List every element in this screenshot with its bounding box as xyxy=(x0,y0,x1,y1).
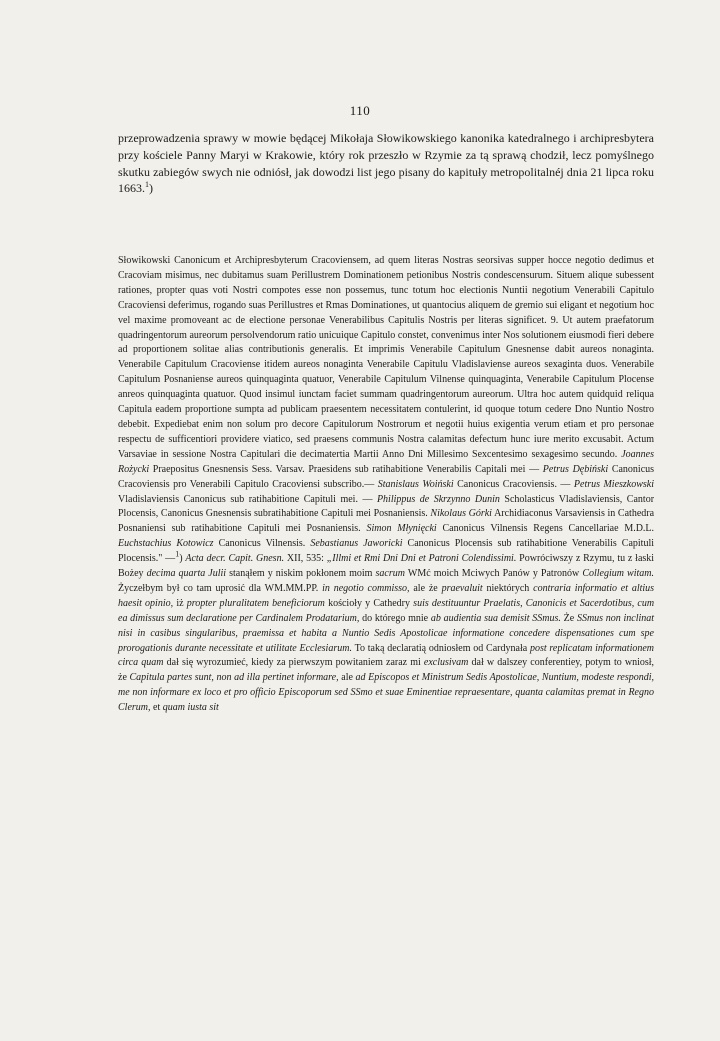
footnote-text-15: WMć moich Mciwych Panów y Patronów xyxy=(407,568,580,580)
latin-quote: quam iusta sit xyxy=(162,702,219,714)
footnote-text-2: Praepositus Gnesnensis Sess. Varsav. Praesidens sub ratihabitione Venerabilis Capitali mei — xyxy=(152,463,540,475)
page-number: 110 xyxy=(349,103,371,118)
footnote-text-17: ale że xyxy=(413,582,438,594)
signer-name: Petrus Dębiński xyxy=(542,463,609,475)
signer-name: Stanislaus Woiński xyxy=(377,478,454,490)
latin-quote: „Illmi et Rmi Dni Dni et Patroni Colendissimi. xyxy=(326,553,517,565)
footnote-text-23: To taką declaratią odniosłem od Cardynała xyxy=(354,642,528,654)
footnote-text-27: et xyxy=(153,702,161,714)
footnote-text-10: Canonicus Plocensis sub ratihabitione Venerabilis Capituli Plocensis." — xyxy=(118,538,655,565)
latin-quote: Capitula partes sunt, non ad illa pertinet informare, xyxy=(129,672,339,684)
footnote-text-7: Archidiaconus Varsaviensis in Cathedra Posnaniensi sub ratihabitione Capituli mei Posnaniensis. xyxy=(118,508,655,535)
footnote-reference: 1 xyxy=(145,180,149,190)
footnote-text-6: Scholasticus Vladislaviensis, Cantor Plocensis, Canonicus Gnesnensis subratihabitione Capituli mei Posnaniensis. xyxy=(118,493,655,520)
latin-quote: sacrum xyxy=(375,568,405,580)
source-reference: Acta decr. Capit. Gnesn. xyxy=(185,553,285,565)
signer-name: Petrus Mieszkowski xyxy=(573,478,655,490)
footnote-text-5: Vladislaviensis Canonicus sub ratihabitione Capituli mei. — xyxy=(118,493,373,505)
footnote-block xyxy=(118,254,654,716)
latin-quote: suis destituuntur Praelatis, Canonicis et Sacerdotibus, cum ea dimissus sum declaratione per Cardinalem Prodatarium, xyxy=(118,597,655,624)
latin-quote: exclusivam xyxy=(423,657,469,669)
footnote-text-14: stanąłem y niskim pokłonem moim xyxy=(229,568,373,580)
footnote-marker: 1 xyxy=(175,549,180,559)
latin-quote: decima quarta Julii xyxy=(146,568,227,580)
footnote-text-1: Słowikowski Canonicum et Archipresbyterum Cracoviensem, ad quem literas Nostras seorsivas supper hocce negotio dedimus et Cracoviam misimus, nec dubitamus suam Perillustrem Dominationem petionibus Nostris condescensurum. Situem alique subessent rationes, propter quas voti Nostri compotes esse non possemus, tunc totum hoc electionis Nuntii negotium Venerabili Capitulo Cracoviensi deferimus, rogando suas Perillustres et Rmas Dominationes, ut quantocius aliquem de gremio sui eligant et negotium hoc vel maxime promoveant ac de electione personae Venerabilibus Capitulis Nostris per literas significet. 9. Ut autem praefatorum quadringentorum aureorum persolvendorum ratio unicuique Capitulo constet, convenimus inter Nos solutionem eiusmodi fieri debere ad proportionem solitae alias contributionis generalis. Et imprimis Venerabile Capitulum Gnesnense dabit aureos nonaginta. Venerabile Capitulum Cracoviense itidem aureos nonaginta Venerabile Capitulu Vladislaviense aureos sexaginta duos. Venerabile Capitulum Posnaniense aureos quinquaginta quatuor, Venerabile Capitulum Vilnense quinquaginta, Venerabile Capitulum Plocense anreos quinquaginta quatuor. Quod insimul iunctam faciet summam quadringentorum aureorum. Ultra hoc autem quidquid reliqua Capitula eadem proportione sumpta ad publicam praesentem necessitatem contulerint, id quoque totum cedere Dno Nuntio Nostro debebit. Expediebat enim non solum pro decore Capitulorum Nostrorum et negotii huius exigentia verum etiam et pro personae respectu de sufficentiori providere viatico, sed praesens communis Nostra calamitas defectum hunc iure merito excusabit. Actum Varsaviae in sessione Nostra Capitulari die decimatertia Martii Anno Dni Millesimo Sexcentesimo sexagesimo secundo. xyxy=(118,255,654,460)
signer-name: Simon Młynięcki xyxy=(366,523,437,535)
latin-quote: ad Episcopos et Ministrum Sedis Apostolicae, Nuntium, modeste respondi, me non informare ex loco et pro officio Episcoporum sed SSmo et suae Eminentiae repraesentare, quanta calamitas premat in Regno Clerum, xyxy=(118,672,654,714)
footnote-marker-close: ) xyxy=(179,553,183,565)
footnote-text-25: dał w dalszey conferentiey, potym to wniosł, że xyxy=(118,657,655,684)
main-paragraph xyxy=(118,130,654,197)
footnote-text-18: niektórych xyxy=(486,582,530,594)
footnote-text-19: iż xyxy=(176,597,184,609)
footnote-text-8: Canonicus Vilnensis Regens Cancellariae M.D.L. xyxy=(442,523,655,535)
footnote-text-4: Canonicus Cracoviensis. — xyxy=(457,478,571,490)
latin-quote: ab audientia sua demisit SSmus. xyxy=(430,612,561,624)
latin-quote: propter pluralitatem beneficiorum xyxy=(186,597,325,609)
footnote-text-12: XII, 535: xyxy=(286,553,324,565)
footnote-text-20: kościoły y Cathedry xyxy=(328,597,410,609)
latin-quote: contraria informatio et altius haesit opinio, xyxy=(118,582,655,609)
latin-quote: SSmus non inclinat nisi in casibus singularibus, praemissa et habita a Nuntio Sedis Apostolicae informatione concedere dispensationes cum spe prorogationis durante necessitate et utilitate Ecclesiarum. xyxy=(118,612,655,654)
latin-quote: praevaluit xyxy=(441,582,483,594)
footnote-text-26: ale xyxy=(341,672,353,684)
latin-quote: Collegium witam. xyxy=(582,568,655,580)
footnote-text-16: Życzełbym był co tam uprosić dla WM.MM.PP. xyxy=(118,582,319,594)
footnote-text-21: do którego mnie xyxy=(362,612,429,624)
signer-name: Joannes Rożycki xyxy=(118,448,654,475)
footnote-text-3: Canonicus Cracoviensis pro Venerabili Capitulo Cracoviensi subscribo.— xyxy=(118,463,655,490)
footnote-text-9: Canonicus Vilnensis. xyxy=(218,538,306,550)
signer-name: Euchstachius Kotowicz xyxy=(118,538,214,550)
footnote-text-24: dał się wyrozumieć, kiedy za pierwszym powitaniem zaraz mi xyxy=(166,657,421,669)
main-text-body: przeprowadzenia sprawy w mowie będącej Mikołaja Słowikowskiego kanonika katedralnego i archipresbytera przy kościele Panny Maryi w Krakowie, który rok przeszło w Rzymie za tą sprawą chodził, lecz pomyślnego skutku zabiegów swych nie odniósł, jak dowodzi list jego pisany do kapituły metropolitalnéj dnia 21 lipca roku 1663. xyxy=(118,131,654,196)
signer-name: Philippus de Skrzynno Dunin xyxy=(376,493,500,505)
footnote-reference-close: ) xyxy=(149,181,153,196)
latin-quote: in negotio commisso, xyxy=(322,582,410,594)
footnote-text-13: Powróciwszy z Rzymu, tu z łaski Bożey xyxy=(118,553,655,580)
signer-name: Nikolaus Górki xyxy=(430,508,492,520)
signer-name: Sebastianus Jaworicki xyxy=(310,538,403,550)
latin-quote: post replicatam informationem circa quam xyxy=(118,642,655,669)
footnote-text-22: Że xyxy=(563,612,575,624)
